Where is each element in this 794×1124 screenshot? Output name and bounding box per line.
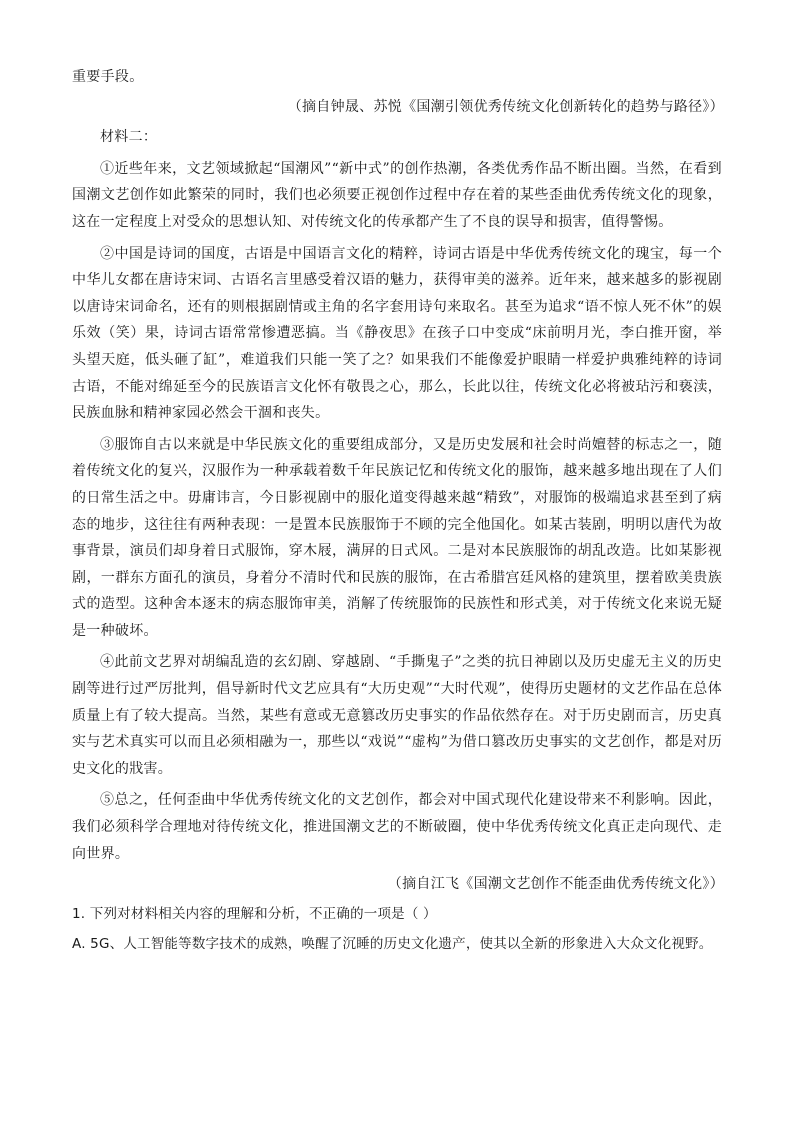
paragraph-3: ③服饰自古以来就是中华民族文化的重要组成部分，又是历史发展和社会时尚嬗替的标志之一，随着传统文化的复兴，汉服作为一种承载着数千年民族记忆和传统文化的服饰，越来越多地出现在了人们的日常生活之中。毋庸讳言，今日影视剧中的服化道变得越来越“精致”，对服饰的极端追求甚至到了病态的地步，这往往有两种表现：一是置本民族服饰于不顾的完全他国化。如某古装剧，明明以唐代为故事背景，演员们却身着日式服饰，穿木屐，满屏的日式风。二是对本民族服饰的胡乱改造。比如某影视剧，一群东方面孔的演员，身着分不清时代和民族的服饰，在古希腊宫廷风格的建筑里，摆着欧美贵族式的造型。这种舍本逐末的病态服饰审美，消解了传统服饰的民族性和形式美，对于传统文化来说无疑是一种破坏。 — [72, 436, 722, 639]
material2-label: 材料二： — [100, 129, 158, 146]
question-1: 1. 下列对材料相关内容的理解和分析，不正确的一项是（ ） — [72, 905, 437, 922]
option-a: A. 5G、人工智能等数字技术的成熟，唤醒了沉睡的历史文化遗产，使其以全新的形象进入大众文化视野。 — [72, 935, 713, 952]
intro-tail: 重要手段。 — [72, 69, 144, 85]
paragraph-2: ②中国是诗词的国度，古语是中国语言文化的精粹，诗词古语是中华优秀传统文化的瑰宝，每一个中华儿女都在唐诗宋词、古语名言里感受着汉语的魅力，获得审美的滋养。近年来，越来越多的影视剧以唐诗宋词命名，还有的则根据剧情或主角的名字套用诗句来取名。甚至为追求“语不惊人死不休”的娱乐效（笑）果，诗词古语常常惨遭恶搞。当《静夜思》在孩子口中变成“床前明月光，李白推开窗，举头望天庭，低头砸了缸”，难道我们只能一笑了之？如果我们不能像爱护眼睛一样爱护典雅纯粹的诗词古语，不能对绵延至今的民族语言文化怀有敬畏之心，那么，长此以往，传统文化必将被玷污和亵渎，民族血脉和精神家园必然会干涸和丧失。 — [72, 245, 722, 422]
paragraph-1: ①近些年来，文艺领域掀起“国潮风”“新中式”的创作热潮，各类优秀作品不断出圈。当然，在看到国潮文艺创作如此繁荣的同时，我们也必须要正视创作过程中存在着的某些歪曲优秀传统文化的现象，这在一定程度上对受众的思想认知、对传统文化的传承都产生了不良的误导和损害，值得警惕。 — [72, 160, 722, 230]
source-citation-1: （摘自钟晟、苏悦《国潮引领优秀传统文化创新转化的趋势与路径》） — [287, 98, 724, 115]
paragraph-4: ④此前文艺界对胡编乱造的玄幻剧、穿越剧、“手撕鬼子”之类的抗日神剧以及历史虚无主义的历史剧等进行过严厉批判，倡导新时代文艺应具有“大历史观”“大时代观”，使得历史题材的文艺作品在总体质量上有了较大提高。当然，某些有意或无意篡改历史事实的作品依然存在。对于历史剧而言，历史真实与艺术真实可以而且必须相融为一，那些以“戏说”“虚构”为借口篡改历史事实的文艺创作，都是对历史文化的戕害。 — [72, 654, 722, 777]
source-citation-2: （摘自江飞《国潮文艺创作不能歪曲优秀传统文化》） — [387, 876, 724, 893]
paragraph-5: ⑤总之，任何歪曲中华优秀传统文化的文艺创作，都会对中国式现代化建设带来不利影响。因此，我们必须科学合理地对待传统文化，推进国潮文艺的不断破圈，使中华优秀传统文化真正走向现代、走向世界。 — [72, 792, 722, 862]
